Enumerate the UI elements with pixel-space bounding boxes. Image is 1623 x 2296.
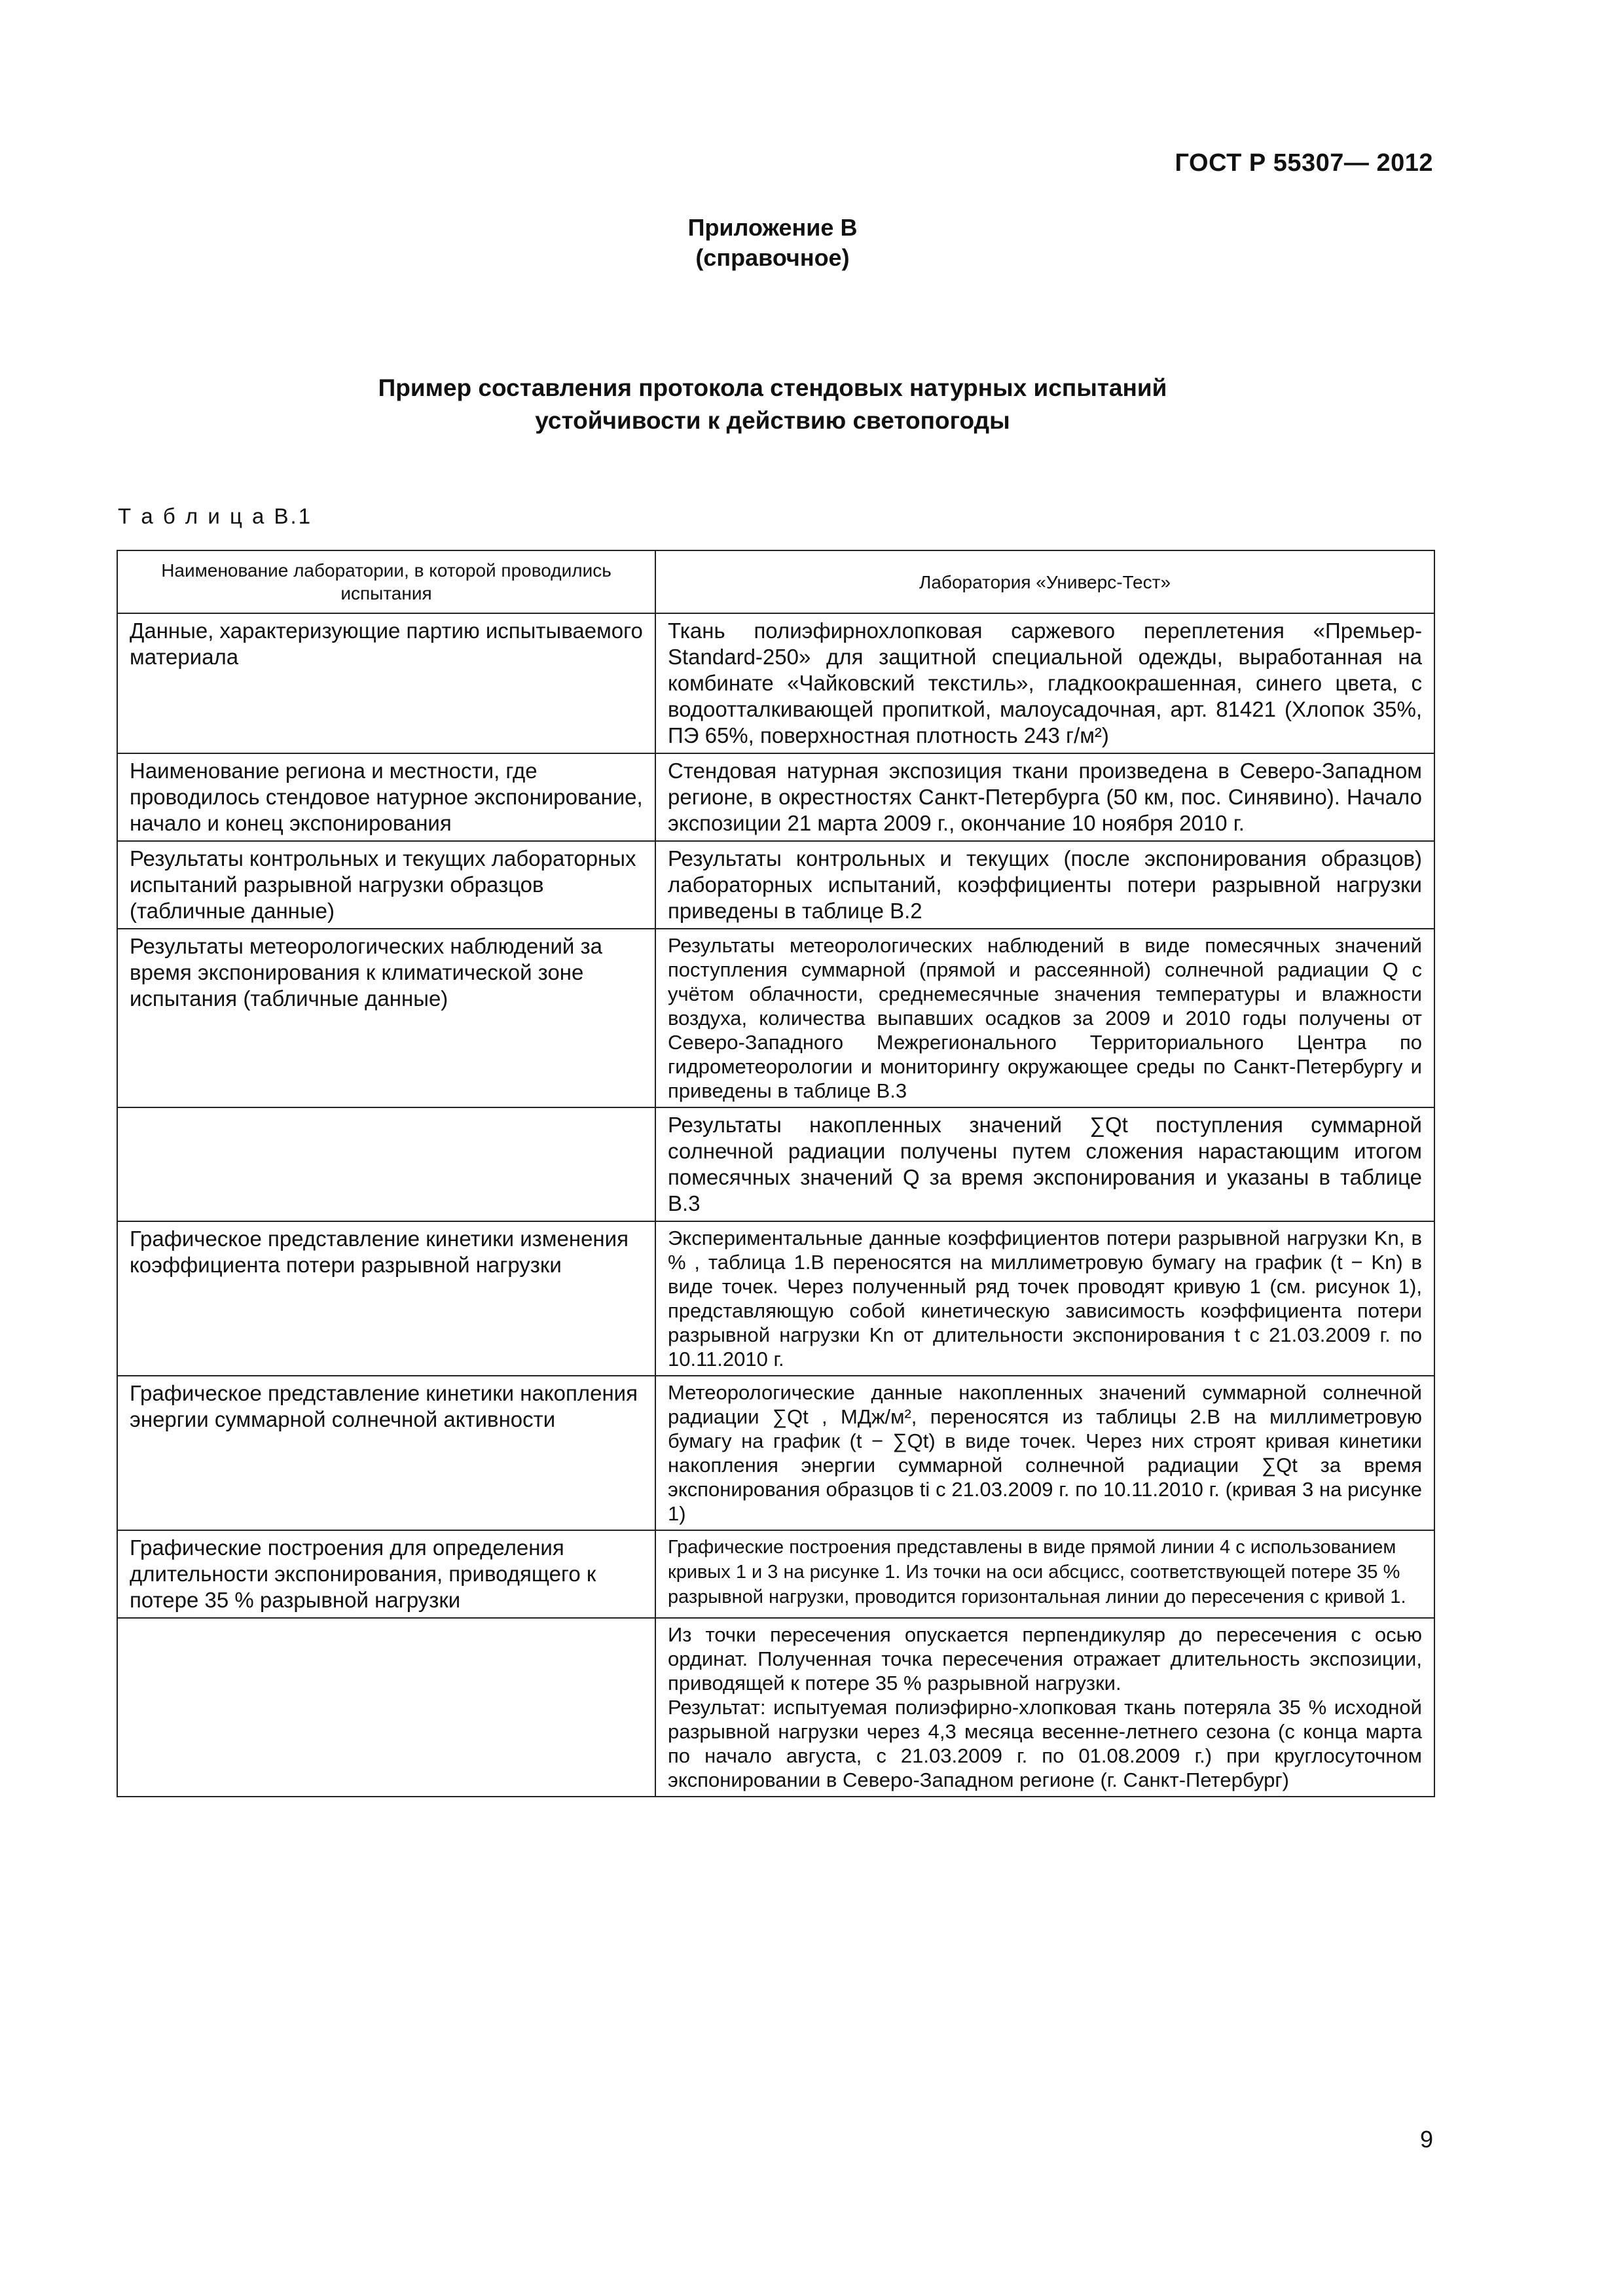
- table-row: [117, 1221, 1434, 1376]
- appendix-title: Приложение В: [687, 214, 858, 241]
- table-row: [117, 1376, 1434, 1530]
- row-value-paragraph-1: Из точки пересечения опускается перпендикуляр до пересечения с осью ординат. Полученная точка пересечения отражает длительность экспозиции, приводящей к потере 35 % разрывной нагрузки.: [668, 1623, 1422, 1695]
- row-label: Графические построения для определения длительности экспонирования, приводящего к потере 35 % разрывной нагрузки: [117, 1530, 655, 1618]
- row-value-paragraph-2: Результат: испытуемая полиэфирно-хлопковая ткань потеряла 35 % исходной разрывной нагрузки через 4,3 месяца весенне-летнего сезона (с конца марта по начало августа, с 21.03.2009 г. по 01.08.2009 г.) при круглосуточном экспонировании в Северо-Западном регионе (г. Санкт-Петербург): [668, 1696, 1422, 1791]
- table-row: [117, 841, 1434, 929]
- appendix-heading: [0, 213, 1545, 273]
- row-value: Стендовая натурная экспозиция ткани произведена в Северо-Западном регионе, в окрестностях Санкт-Петербурга (50 км, пос. Синявино). Начало экспозиции 21 марта 2009 г., окончание 10 ноября 2010 г.: [655, 753, 1434, 841]
- row-value: Ткань полиэфирнохлопковая саржевого переплетения «Премьер-Standard-250» для защитной специальной одежды, выработанная на комбинате «Чайковский текстиль», гладкоокрашенная, синего цвета, с водоотталкивающей пропиткой, малоусадочная, арт. 81421 (Хлопок 35%, ПЭ 65%, поверхностная плотность 243 г/м²): [655, 613, 1434, 753]
- row-label: Результаты контрольных и текущих лабораторных испытаний разрывной нагрузки образцов (табличные данные): [117, 841, 655, 929]
- table-row: [117, 1107, 1434, 1221]
- table-row: [117, 1530, 1434, 1618]
- table-header-row: [117, 550, 1434, 613]
- row-label: Графическое представление кинетики изменения коэффициента потери разрывной нагрузки: [117, 1221, 655, 1376]
- page-number: 9: [1419, 2126, 1433, 2153]
- row-value: Метеорологические данные накопленных значений суммарной солнечной радиации ∑Qt , МДж/м², переносятся из таблицы 2.В на миллиметровую бумагу на график (t − ∑Qt) в виде точек. Через них строят кривая кинетики накопления энергии суммарной солнечной радиации ∑Qt за время экспонирования образцов ti с 21.03.2009 г. по 10.11.2010 г. (кривая 3 на рисунке 1): [655, 1376, 1434, 1530]
- row-value: Результаты накопленных значений ∑Qt поступления суммарной солнечной радиации получены путем сложения нарастающим итогом помесячных значений Q за время экспонирования и указаны в таблице В.3: [655, 1107, 1434, 1221]
- protocol-table: [117, 550, 1435, 1797]
- table-row: [117, 613, 1434, 753]
- row-label: Результаты метеорологических наблюдений за время экспонирования к климатической зоне испытания (табличные данные): [117, 929, 655, 1107]
- header-cell-lab-value: Лаборатория «Универс-Тест»: [655, 550, 1434, 613]
- row-label: [117, 1618, 655, 1797]
- row-value: Результаты метеорологических наблюдений в виде помесячных значений поступления суммарной (прямой и рассеянной) солнечной радиации Q с учётом облачности, среднемесячные значения температуры и влажности воздуха, количества выпавших осадков за 2009 и 2010 годы получены от Северо-Западного Межрегионального Территориального Центра по гидрометеорологии и мониторингу окружающее среды по Санкт-Петербургу и приведены в таблице В.3: [655, 929, 1434, 1107]
- row-value: [655, 1618, 1434, 1797]
- header-cell-lab-name: Наименование лаборатории, в которой проводились испытания: [117, 550, 655, 613]
- row-label: Данные, характеризующие партию испытываемого материала: [117, 613, 655, 753]
- row-label: Наименование региона и местности, где проводилось стендовое натурное экспонирование, начало и конец экспонирования: [117, 753, 655, 841]
- row-label: [117, 1107, 655, 1221]
- table-row: [117, 753, 1434, 841]
- document-title-line-1: Пример составления протокола стендовых натурных испытаний: [378, 374, 1167, 401]
- document-title: [0, 372, 1545, 437]
- row-value: Экспериментальные данные коэффициентов потери разрывной нагрузки Kn, в % , таблица 1.В переносятся на миллиметровую бумагу на график (t − Kn) в виде точек. Через полученный ряд точек проводят кривую 1 (см. рисунок 1), представляющую собой кинетическую зависимость коэффициента потери разрывной нагрузки Kn от длительности экспонирования t с 21.03.2009 г. по 10.11.2010 г.: [655, 1221, 1434, 1376]
- gost-code: ГОСТ Р 55307— 2012: [1175, 149, 1433, 177]
- row-label: Графическое представление кинетики накопления энергии суммарной солнечной активности: [117, 1376, 655, 1530]
- table-row: [117, 929, 1434, 1107]
- document-title-line-2: устойчивости к действию светопогоды: [535, 407, 1010, 434]
- table-row: [117, 1618, 1434, 1797]
- appendix-subtitle: (справочное): [695, 244, 850, 271]
- row-value: Графические построения представлены в виде прямой линии 4 с использованием кривых 1 и 3 на рисунке 1. Из точки на оси абсцисс, соответствующей потере 35 % разрывной нагрузки, проводится горизонтальная линии до пересечения с кривой 1.: [655, 1530, 1434, 1618]
- row-value: Результаты контрольных и текущих (после экспонирования образцов) лабораторных испытаний, коэффициенты потери разрывной нагрузки приведены в таблице В.2: [655, 841, 1434, 929]
- table-caption: Т а б л и ц а В.1: [118, 504, 313, 528]
